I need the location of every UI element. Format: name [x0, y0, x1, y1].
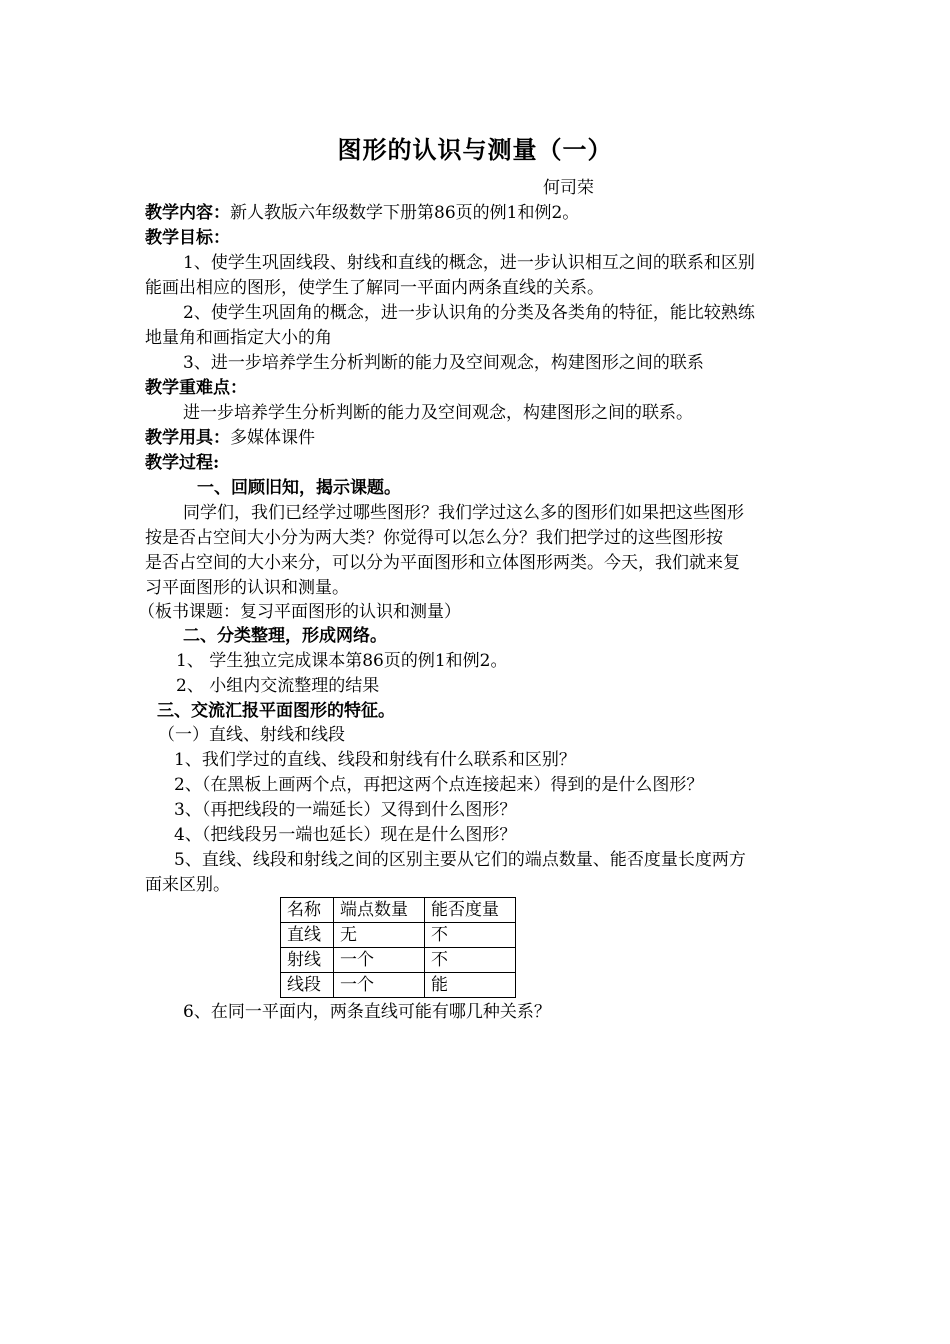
- table-cell: 射线: [281, 948, 334, 973]
- question-5-line-2: 面来区别。: [145, 875, 230, 895]
- question-6: 6、在同一平面内，两条直线可能有哪几种关系？: [183, 1002, 551, 1022]
- goal-1-line-2: 能画出相应的图形，使学生了解同一平面内两条直线的关系。: [145, 278, 604, 298]
- difficulty-label: 教学重难点：: [145, 378, 247, 398]
- goal-3: 3、进一步培养学生分析判断的能力及空间观念，构建图形之间的联系: [183, 353, 704, 373]
- section-2-heading: 二、分类整理，形成网络。: [183, 626, 387, 646]
- paragraph-1-line-4: 习平面图形的认识和测量。: [145, 578, 349, 598]
- table-row: [281, 948, 516, 973]
- table-cell: 一个: [334, 973, 425, 998]
- question-3: 3、（再把线段的一端延长）又得到什么图形？: [174, 800, 517, 820]
- document-title: 图形的认识与测量（一）: [337, 135, 613, 164]
- process-label: 教学过程:: [145, 453, 220, 473]
- question-2: 2、（在黑板上画两个点，再把这两个点连接起来）得到的是什么图形？: [174, 775, 704, 795]
- table-cell: 不: [425, 948, 516, 973]
- difficulty-text: 进一步培养学生分析判断的能力及空间观念，构建图形之间的联系。: [183, 403, 693, 423]
- teaching-goals-label: 教学目标：: [145, 228, 230, 248]
- paragraph-1-line-1: 同学们，我们已经学过哪些图形？我们学过这么多的图形们如果把这些图形: [183, 503, 744, 523]
- table-header-row: [281, 898, 516, 923]
- question-5-line-1: 5、直线、线段和射线之间的区别主要从它们的端点数量、能否度量长度两方: [174, 850, 746, 870]
- teaching-content: [145, 201, 579, 226]
- table-cell: 能: [425, 973, 516, 998]
- question-4: 4、（把线段另一端也延长）现在是什么图形？: [174, 825, 517, 845]
- table-cell: 不: [425, 923, 516, 948]
- table-row: [281, 973, 516, 998]
- section-2-item-1: 1、 学生独立完成课本第86页的例1和例2。: [176, 651, 508, 671]
- goal-1-line-1: 1、使学生巩固线段、射线和直线的概念，进一步认识相互之间的联系和区别: [183, 253, 755, 273]
- table-row: [281, 923, 516, 948]
- section-2-item-2: 2、 小组内交流整理的结果: [176, 676, 380, 696]
- board-title-note: （板书课题：复习平面图形的认识和测量）: [138, 602, 461, 622]
- table-cell: 直线: [281, 923, 334, 948]
- line-comparison-table: [280, 897, 516, 998]
- goal-2-line-1: 2、使学生巩固角的概念，进一步认识角的分类及各类角的特征，能比较熟练: [183, 303, 755, 323]
- table-cell: 线段: [281, 973, 334, 998]
- teaching-tools-label: 教学用具：: [145, 428, 230, 448]
- goal-2-line-2: 地量角和画指定大小的角: [145, 328, 332, 348]
- teaching-content-label: 教学内容：: [145, 203, 230, 223]
- paragraph-1-line-3: 是否占空间的大小来分，可以分为平面图形和立体图形两类。今天，我们就来复: [145, 553, 740, 573]
- table-header-cell: 端点数量: [334, 898, 425, 923]
- teaching-content-text: 新人教版六年级数学下册第86页的例1和例2。: [230, 203, 580, 223]
- table-header-cell: 名称: [281, 898, 334, 923]
- section-3-heading: 三、交流汇报平面图形的特征。: [157, 701, 395, 721]
- teaching-tools: [145, 426, 315, 451]
- subsection-1-heading: （一）直线、射线和线段: [158, 725, 345, 745]
- table-cell: 一个: [334, 948, 425, 973]
- section-1-heading: 一、回顾旧知，揭示课题。: [197, 478, 401, 498]
- table-header-cell: 能否度量: [425, 898, 516, 923]
- table-cell: 无: [334, 923, 425, 948]
- teaching-tools-text: 多媒体课件: [230, 428, 315, 448]
- paragraph-1-line-2: 按是否占空间大小分为两大类？你觉得可以怎么分？我们把学过的这些图形按: [145, 528, 723, 548]
- question-1: 1、我们学过的直线、线段和射线有什么联系和区别？: [174, 750, 576, 770]
- author-name: 何司荣: [543, 178, 594, 198]
